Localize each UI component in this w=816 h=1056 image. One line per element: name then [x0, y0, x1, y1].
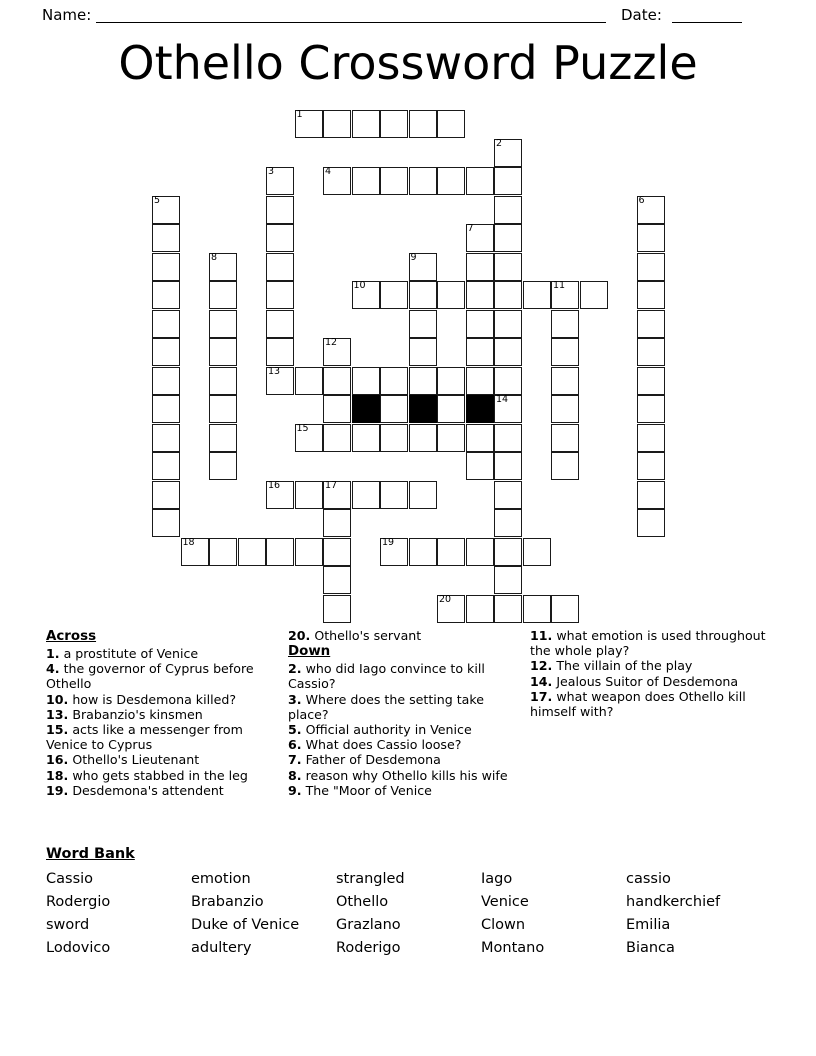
grid-clue-number: 7	[467, 223, 474, 234]
clue-number: 19.	[46, 782, 69, 798]
clue-number: 11.	[530, 628, 553, 643]
clue-item	[46, 661, 284, 691]
grid-cell[interactable]	[494, 424, 522, 452]
grid-cell[interactable]	[494, 281, 522, 309]
grid-clue-number: 8	[211, 251, 218, 263]
grid-cell[interactable]	[152, 395, 180, 423]
grid-cell[interactable]	[409, 424, 437, 452]
word-bank-word: strangled	[336, 871, 405, 887]
word-bank-word: Lodovico	[46, 940, 111, 956]
grid-cell[interactable]	[494, 538, 522, 566]
grid-cell[interactable]	[494, 481, 522, 509]
grid-cell[interactable]	[323, 566, 351, 594]
clue-number: 7.	[288, 752, 302, 768]
clue-item	[46, 768, 284, 783]
grid-clue-number: 1	[296, 109, 303, 120]
grid-cell[interactable]	[494, 253, 522, 281]
grid-cell[interactable]	[152, 452, 180, 480]
date-label: Date:	[621, 6, 662, 24]
word-bank-word: Duke of Venice	[191, 917, 300, 933]
grid-cell[interactable]	[380, 481, 408, 509]
grid-cell[interactable]	[637, 367, 665, 395]
grid-cell[interactable]	[152, 224, 180, 252]
clue-item	[530, 674, 770, 689]
grid-cell[interactable]	[466, 281, 494, 309]
clue-text: who did Iago convince to kill Cassio?	[288, 661, 485, 692]
grid-cell[interactable]	[637, 424, 665, 452]
grid-cell[interactable]	[437, 367, 465, 395]
clue-number: 13.	[46, 706, 69, 722]
grid-cell[interactable]	[209, 310, 237, 338]
clue-text: Desdemona's attendent	[68, 782, 224, 798]
grid-cell[interactable]	[637, 338, 665, 366]
clue-number: 20.	[288, 628, 311, 643]
grid-cell[interactable]	[637, 481, 665, 509]
grid-cell[interactable]	[323, 538, 351, 566]
clue-item	[288, 752, 520, 767]
clue-text: Othello's Lieutenant	[68, 752, 200, 768]
word-bank-word: Venice	[481, 894, 529, 910]
word-bank-row	[46, 914, 771, 937]
clue-text: how is Desdemona killed?	[68, 691, 237, 707]
grid-cell[interactable]	[323, 395, 351, 423]
clue-text: what emotion is used throughout the whole play?	[530, 628, 766, 659]
grid-cell[interactable]	[437, 281, 465, 309]
word-bank-word: adultery	[191, 940, 252, 956]
grid-block-cell	[466, 395, 494, 423]
grid-cell[interactable]	[380, 110, 408, 138]
clue-number: 5.	[288, 722, 302, 738]
grid-cell[interactable]	[551, 367, 579, 395]
clue-text: reason why Othello kills his wife	[301, 767, 508, 783]
word-bank-word: Othello	[336, 894, 389, 910]
grid-cell[interactable]	[295, 424, 323, 452]
grid-cell[interactable]	[551, 452, 579, 480]
clue-text: Where does the setting take place?	[288, 691, 484, 722]
clue-text: Father of Desdemona	[301, 752, 441, 768]
grid-cell[interactable]	[380, 538, 408, 566]
grid-cell[interactable]	[494, 367, 522, 395]
grid-cell[interactable]	[494, 509, 522, 537]
grid-cell[interactable]	[494, 452, 522, 480]
grid-cell[interactable]	[437, 424, 465, 452]
grid-clue-number: 5	[154, 194, 161, 206]
word-bank-word: handkerchief	[626, 894, 721, 910]
word-bank-grid	[46, 868, 771, 960]
grid-clue-number: 10	[353, 280, 366, 291]
clue-number: 4.	[46, 661, 60, 677]
grid-cell[interactable]	[266, 224, 294, 252]
clue-text: what weapon does Othello kill himself with?	[530, 688, 746, 720]
clue-text: Othello's servant	[310, 628, 422, 643]
word-bank-row	[46, 891, 771, 914]
grid-cell[interactable]	[409, 310, 437, 338]
grid-cell[interactable]	[409, 110, 437, 138]
clue-text: a prostitute of Venice	[59, 646, 199, 661]
grid-cell[interactable]	[209, 367, 237, 395]
grid-clue-number: 18	[182, 536, 195, 548]
grid-cell[interactable]	[437, 395, 465, 423]
grid-cell[interactable]	[152, 367, 180, 395]
grid-cell[interactable]	[466, 338, 494, 366]
clues-section	[0, 628, 816, 838]
word-bank-word: Emilia	[626, 917, 671, 933]
grid-cell[interactable]	[466, 424, 494, 452]
clue-number: 9.	[288, 782, 302, 798]
grid-cell[interactable]	[466, 253, 494, 281]
clue-text: What does Cassio loose?	[301, 737, 462, 753]
grid-cell[interactable]	[551, 395, 579, 423]
grid-cell[interactable]	[209, 538, 237, 566]
grid-cell[interactable]	[266, 538, 294, 566]
grid-cell[interactable]	[523, 538, 551, 566]
grid-cell[interactable]	[152, 424, 180, 452]
grid-cell[interactable]	[551, 424, 579, 452]
grid-cell[interactable]	[266, 253, 294, 281]
grid-clue-number: 4	[325, 166, 332, 177]
word-bank-word: Grazlano	[336, 917, 401, 933]
grid-cell[interactable]	[352, 424, 380, 452]
clue-item	[288, 783, 520, 798]
grid-clue-number: 15	[296, 422, 309, 434]
grid-clue-number: 9	[410, 251, 417, 263]
grid-cell[interactable]	[466, 595, 494, 623]
grid-cell[interactable]	[323, 595, 351, 623]
clue-text: Jealous Suitor of Desdemona	[552, 673, 739, 689]
grid-cell[interactable]	[266, 481, 294, 509]
word-bank-word: Rodergio	[46, 894, 111, 910]
grid-cell[interactable]	[409, 281, 437, 309]
grid-cell[interactable]	[637, 395, 665, 423]
grid-cell[interactable]	[152, 253, 180, 281]
word-bank-word: Bianca	[626, 940, 675, 956]
clue-item	[288, 661, 520, 691]
clue-number: 14.	[530, 673, 553, 689]
grid-cell[interactable]	[266, 367, 294, 395]
word-bank-word: Montano	[481, 940, 545, 956]
word-bank-row	[46, 868, 771, 891]
grid-cell[interactable]	[580, 281, 608, 309]
grid-cell[interactable]	[181, 538, 209, 566]
grid-cell[interactable]	[466, 167, 494, 195]
grid-cell[interactable]	[637, 224, 665, 252]
grid-cell[interactable]	[209, 424, 237, 452]
grid-clue-number: 12	[325, 337, 338, 348]
grid-cell[interactable]	[494, 595, 522, 623]
grid-cell[interactable]	[494, 395, 522, 423]
grid-cell[interactable]	[380, 167, 408, 195]
word-bank-heading: Word Bank	[46, 846, 135, 862]
grid-cell[interactable]	[295, 481, 323, 509]
clue-number: 10.	[46, 691, 69, 707]
clue-number: 3.	[288, 691, 302, 707]
clues-column-3	[530, 628, 770, 719]
word-bank-word: Clown	[481, 917, 526, 933]
clue-number: 1.	[46, 646, 60, 661]
clue-item	[46, 783, 284, 798]
grid-cell[interactable]	[409, 538, 437, 566]
clue-text: The villain of the play	[552, 658, 693, 674]
grid-cell[interactable]	[637, 253, 665, 281]
name-label: Name:	[42, 6, 92, 24]
grid-cell[interactable]	[523, 595, 551, 623]
grid-cell[interactable]	[409, 367, 437, 395]
word-bank-word: Roderigo	[336, 940, 401, 956]
clue-item	[46, 722, 284, 752]
clue-number: 17.	[530, 688, 553, 704]
clue-item	[46, 707, 284, 722]
grid-clue-number: 2	[496, 137, 503, 149]
grid-cell[interactable]	[409, 481, 437, 509]
clue-text: Brabanzio's kinsmen	[68, 706, 203, 722]
clue-text: the governor of Cyprus before Othello	[46, 661, 254, 692]
word-bank-row	[46, 937, 771, 960]
grid-cell[interactable]	[380, 424, 408, 452]
grid-cell[interactable]	[551, 595, 579, 623]
grid-cell[interactable]	[494, 139, 522, 167]
clues-column-2	[288, 628, 520, 798]
clue-number: 12.	[530, 658, 553, 674]
grid-cell[interactable]	[637, 196, 665, 224]
grid-cell[interactable]	[494, 566, 522, 594]
clue-item	[288, 722, 520, 737]
page-title: Othello Crossword Puzzle	[118, 36, 698, 90]
grid-cell[interactable]	[295, 110, 323, 138]
grid-cell[interactable]	[266, 196, 294, 224]
grid-cell[interactable]	[209, 395, 237, 423]
word-bank-word: Cassio	[46, 871, 94, 887]
grid-cell[interactable]	[209, 338, 237, 366]
grid-cell[interactable]	[323, 110, 351, 138]
grid-cell[interactable]	[352, 367, 380, 395]
grid-cell[interactable]	[466, 538, 494, 566]
grid-cell[interactable]	[152, 509, 180, 537]
clue-text: acts like a messenger from Venice to Cyprus	[46, 722, 243, 753]
clue-number: 2.	[288, 661, 302, 677]
clue-number: 6.	[288, 737, 302, 753]
grid-cell[interactable]	[266, 167, 294, 195]
clues-column-1	[46, 628, 284, 798]
grid-cell[interactable]	[295, 538, 323, 566]
clue-number: 8.	[288, 767, 302, 783]
grid-block-cell	[352, 395, 380, 423]
clue-item	[46, 752, 284, 767]
grid-cell[interactable]	[523, 281, 551, 309]
grid-cell[interactable]	[637, 452, 665, 480]
grid-cell[interactable]	[494, 224, 522, 252]
grid-cell[interactable]	[437, 110, 465, 138]
grid-cell[interactable]	[380, 281, 408, 309]
grid-block-cell	[409, 395, 437, 423]
grid-clue-number: 11	[553, 280, 566, 291]
clue-text: Official authority in Venice	[301, 722, 472, 738]
clue-item	[530, 689, 770, 719]
clue-number: 15.	[46, 722, 69, 738]
grid-cell[interactable]	[266, 338, 294, 366]
grid-cell[interactable]	[209, 452, 237, 480]
grid-cell[interactable]	[238, 538, 266, 566]
grid-cell[interactable]	[152, 281, 180, 309]
grid-cell[interactable]	[352, 481, 380, 509]
clue-item	[288, 737, 520, 752]
grid-cell[interactable]	[295, 367, 323, 395]
grid-cell[interactable]	[152, 338, 180, 366]
word-bank-word: sword	[46, 917, 90, 933]
grid-cell[interactable]	[352, 110, 380, 138]
clue-item	[288, 692, 520, 722]
grid-cell[interactable]	[494, 167, 522, 195]
grid-cell[interactable]	[409, 338, 437, 366]
grid-cell[interactable]	[494, 338, 522, 366]
word-bank-word: Iago	[481, 871, 513, 887]
grid-cell[interactable]	[466, 452, 494, 480]
grid-cell[interactable]	[637, 310, 665, 338]
word-bank-word: emotion	[191, 871, 251, 887]
clue-text: who gets stabbed in the leg	[68, 767, 248, 783]
grid-cell[interactable]	[266, 310, 294, 338]
grid-cell[interactable]	[466, 310, 494, 338]
grid-cell[interactable]	[551, 281, 579, 309]
grid-cell[interactable]	[209, 281, 237, 309]
grid-cell[interactable]	[323, 481, 351, 509]
grid-clue-number: 17	[325, 479, 338, 491]
word-bank	[46, 845, 786, 960]
grid-cell[interactable]	[352, 281, 380, 309]
grid-cell[interactable]	[409, 253, 437, 281]
grid-cell[interactable]	[409, 167, 437, 195]
grid-clue-number: 16	[268, 479, 281, 491]
clue-number: 18.	[46, 767, 69, 783]
grid-cell[interactable]	[494, 196, 522, 224]
grid-cell[interactable]	[323, 509, 351, 537]
clue-item	[530, 628, 770, 658]
clue-number: 16.	[46, 752, 69, 768]
clue-item	[46, 646, 284, 661]
grid-cell[interactable]	[152, 310, 180, 338]
grid-clue-number: 19	[382, 536, 395, 548]
grid-clue-number: 20	[439, 593, 452, 605]
grid-cell[interactable]	[494, 310, 522, 338]
grid-cell[interactable]	[466, 224, 494, 252]
grid-cell[interactable]	[209, 253, 237, 281]
grid-cell[interactable]	[437, 595, 465, 623]
grid-cell[interactable]	[466, 367, 494, 395]
clue-item	[288, 768, 520, 783]
grid-cell[interactable]	[323, 167, 351, 195]
grid-cell[interactable]	[323, 367, 351, 395]
grid-cell[interactable]	[380, 367, 408, 395]
grid-cell[interactable]	[152, 196, 180, 224]
word-bank-word: Brabanzio	[191, 894, 264, 910]
grid-cell[interactable]	[437, 167, 465, 195]
grid-cell[interactable]	[323, 424, 351, 452]
clue-item	[46, 692, 284, 707]
grid-cell[interactable]	[323, 338, 351, 366]
across-heading: Across	[46, 629, 97, 644]
grid-cell[interactable]	[551, 310, 579, 338]
clue-item	[530, 658, 770, 673]
grid-cell[interactable]	[352, 167, 380, 195]
grid-clue-number: 6	[638, 194, 645, 206]
grid-clue-number: 3	[268, 166, 275, 177]
grid-cell[interactable]	[551, 338, 579, 366]
grid-cell[interactable]	[637, 281, 665, 309]
grid-clue-number: 13	[268, 365, 281, 377]
grid-clue-number: 14	[496, 394, 509, 405]
clue-text: The "Moor of Venice	[301, 782, 432, 798]
grid-cell[interactable]	[437, 538, 465, 566]
grid-cell[interactable]	[380, 395, 408, 423]
down-heading: Down	[288, 644, 331, 660]
word-bank-word: cassio	[626, 871, 671, 887]
grid-cell[interactable]	[637, 509, 665, 537]
grid-cell[interactable]	[152, 481, 180, 509]
clue-item	[288, 628, 520, 643]
grid-cell[interactable]	[266, 281, 294, 309]
